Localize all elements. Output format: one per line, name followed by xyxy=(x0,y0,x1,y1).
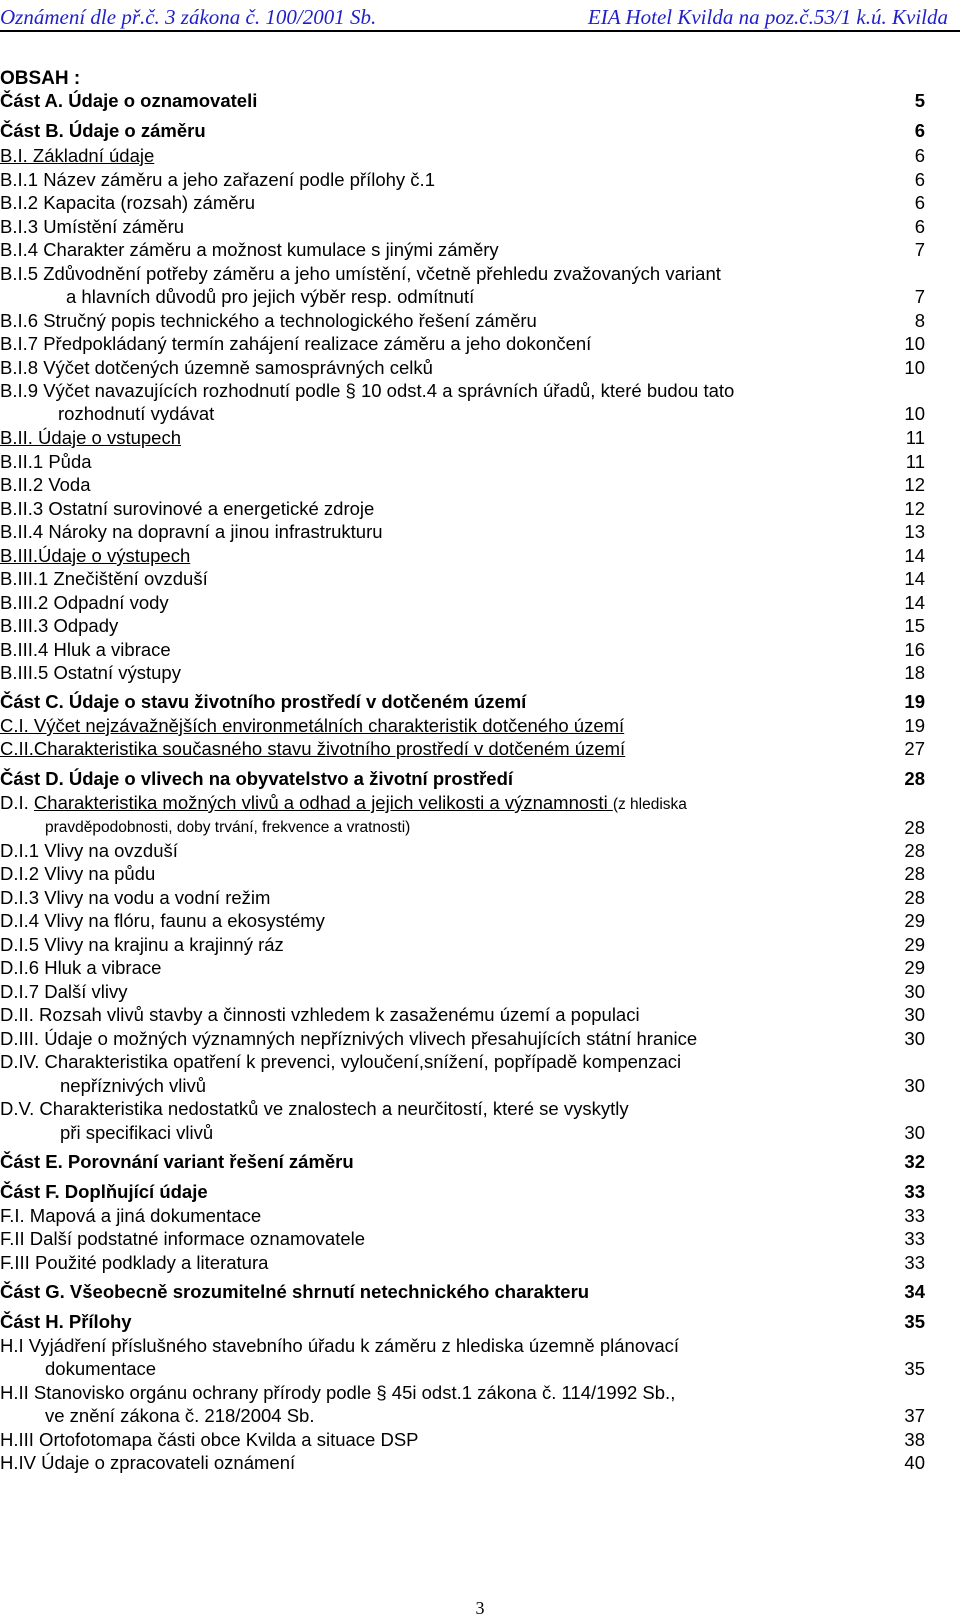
toc-item-title: B.I.1 Název záměru a jeho zařazení podle přílohy č.1 xyxy=(0,169,435,190)
toc-item-page: 28 xyxy=(904,840,925,861)
toc-item-title: D.IV. Charakteristika opatření k prevenci, vyloučení,snížení, popřípadě kompenzaci xyxy=(0,1051,682,1072)
toc-item-title: B.I. Základní údaje xyxy=(0,145,155,166)
toc-item-page: 14 xyxy=(904,568,925,589)
toc-item-page: 27 xyxy=(904,738,925,759)
toc-item-page: 33 xyxy=(904,1181,925,1202)
toc-item-title: F.III Použité podklady a literatura xyxy=(0,1252,269,1273)
toc-item-page: 33 xyxy=(904,1205,925,1226)
toc-item-page: 6 xyxy=(914,216,925,237)
toc-item-page: 19 xyxy=(904,715,925,736)
toc-item-title: D.I.5 Vlivy na krajinu a krajinný ráz xyxy=(0,934,284,955)
toc-item-page: 34 xyxy=(904,1281,925,1302)
toc-item-title: ve znění zákona č. 218/2004 Sb. xyxy=(45,1405,315,1426)
toc-item-page: 12 xyxy=(904,498,925,519)
toc-item-title: B.II.1 Půda xyxy=(0,451,92,472)
page-number: 3 xyxy=(475,1598,485,1618)
toc-item-page: 14 xyxy=(904,592,925,613)
toc-item-title: B.I.4 Charakter záměru a možnost kumulace s jinými záměry xyxy=(0,239,499,260)
toc-item-page: 33 xyxy=(904,1228,925,1249)
toc-item-title: D.I.6 Hluk a vibrace xyxy=(0,957,162,978)
toc-item-title: Část B. Údaje o záměru xyxy=(0,120,206,141)
toc-item-title: B.II.4 Nároky na dopravní a jinou infrastrukturu xyxy=(0,521,383,542)
header-rule xyxy=(0,30,960,32)
toc-item-page: 13 xyxy=(904,521,925,542)
toc-item-title: C.II.Charakteristika současného stavu životního prostředí v dotčeném území xyxy=(0,738,626,759)
toc-item-title: Část D. Údaje o vlivech na obyvatelstvo a životní prostředí xyxy=(0,768,514,789)
toc-title: OBSAH : xyxy=(0,68,81,89)
toc-item-title: D.II. Rozsah vlivů stavby a činnosti vzhledem k zasaženému území a populaci xyxy=(0,1004,640,1025)
toc-item-title: H.I Vyjádření příslušného stavebního úřadu k záměru z hlediska územně plánovací xyxy=(0,1335,680,1356)
toc-item-page: 30 xyxy=(904,1075,925,1096)
toc-item-page: 29 xyxy=(904,910,925,931)
toc-item-page: 6 xyxy=(914,120,925,141)
toc-item-title: Část C. Údaje o stavu životního prostředí v dotčeném území xyxy=(0,691,527,712)
toc-item-page: 6 xyxy=(914,169,925,190)
toc-item-page: 35 xyxy=(904,1311,925,1332)
toc-item-title: D.I.3 Vlivy na vodu a vodní režim xyxy=(0,887,271,908)
toc-item-page: 7 xyxy=(914,286,925,307)
toc-item-title: B.I.6 Stručný popis technického a technologického řešení záměru xyxy=(0,310,537,331)
toc-item-title: D.I.2 Vlivy na půdu xyxy=(0,863,156,884)
toc-item-page: 8 xyxy=(914,310,925,331)
toc-item-page: 35 xyxy=(904,1358,925,1379)
toc-item-page: 10 xyxy=(904,333,925,354)
toc-item-title: D.III. Údaje o možných významných nepříznivých vlivech přesahujících státní hranice xyxy=(0,1028,698,1049)
toc-item-page: 30 xyxy=(904,1122,925,1143)
toc-item-title: H.III Ortofotomapa části obce Kvilda a situace DSP xyxy=(0,1429,419,1450)
toc-item-page: 11 xyxy=(905,427,925,448)
toc-item-page: 10 xyxy=(904,403,925,424)
toc-item-title: C.I. Výčet nejzávažnějších environmetálních charakteristik dotčeného území xyxy=(0,715,625,736)
toc-item-title: D.V. Charakteristika nedostatků ve znalostech a neurčitostí, které se vyskytly xyxy=(0,1098,629,1119)
toc-item-title: Část G. Všeobecně srozumitelné shrnutí netechnického charakteru xyxy=(0,1281,590,1302)
toc-item-title: pravděpodobnosti, doby trvání, frekvence a vratnosti) xyxy=(45,819,411,836)
toc-item-page: 30 xyxy=(904,1004,925,1025)
toc-item-title: Část A. Údaje o oznamovateli xyxy=(0,90,258,111)
toc-item-page: 37 xyxy=(904,1405,925,1426)
toc-item-page: 28 xyxy=(904,887,925,908)
toc-item-page: 15 xyxy=(904,615,925,636)
toc-item-title: Část H. Přílohy xyxy=(0,1311,132,1332)
toc-item-title: D.I.7 Další vlivy xyxy=(0,981,128,1002)
toc-item-title: při specifikaci vlivů xyxy=(60,1122,214,1143)
toc-item-title: B.II. Údaje o vstupech xyxy=(0,427,181,448)
toc-item-title: B.II.2 Voda xyxy=(0,474,91,495)
toc-item-title: B.I.7 Předpokládaný termín zahájení realizace záměru a jeho dokončení xyxy=(0,333,592,354)
toc-item-page: 38 xyxy=(904,1429,925,1450)
toc-item-title: F.I. Mapová a jiná dokumentace xyxy=(0,1205,262,1226)
toc-item-page: 11 xyxy=(905,451,925,472)
toc-item-title: D.I.1 Vlivy na ovzduší xyxy=(0,840,178,861)
toc-item-title: B.III.3 Odpady xyxy=(0,615,119,636)
toc-item-page: 10 xyxy=(904,357,925,378)
toc-item-page: 40 xyxy=(904,1452,925,1473)
toc-item-note: (z hlediska xyxy=(612,796,687,813)
toc-item-page: 14 xyxy=(904,545,925,566)
toc-item-page: 29 xyxy=(904,957,925,978)
toc-item-page: 16 xyxy=(904,639,925,660)
toc-item-title: B.III.4 Hluk a vibrace xyxy=(0,639,171,660)
toc-item-page: 30 xyxy=(904,981,925,1002)
toc-item-page: 28 xyxy=(904,817,925,838)
toc-item-title: H.II Stanovisko orgánu ochrany přírody podle § 45i odst.1 zákona č. 114/1992 Sb., xyxy=(0,1382,676,1403)
toc-item-title: B.I.9 Výčet navazujících rozhodnutí podle § 10 odst.4 a správních úřadů, které budou tato xyxy=(0,380,735,401)
toc-item-title: B.III.Údaje o výstupech xyxy=(0,545,191,566)
toc-item-page: 19 xyxy=(904,691,925,712)
toc-item-title: Část F. Doplňující údaje xyxy=(0,1181,208,1202)
toc-item-page: 30 xyxy=(904,1028,925,1049)
toc-item-title: dokumentace xyxy=(45,1358,157,1379)
toc-item-title: B.III.1 Znečištění ovzduší xyxy=(0,568,208,589)
toc-item-title: Část E. Porovnání variant řešení záměru xyxy=(0,1151,354,1172)
toc-item-title: rozhodnutí vydávat xyxy=(58,403,215,424)
toc-item-title: F.II Další podstatné informace oznamovatele xyxy=(0,1228,366,1249)
toc-item-page: 6 xyxy=(914,192,925,213)
toc-item-page: 32 xyxy=(904,1151,925,1172)
toc-item-title: B.II.3 Ostatní surovinové a energetické zdroje xyxy=(0,498,375,519)
toc-item-title: D.I.4 Vlivy na flóru, faunu a ekosystémy xyxy=(0,910,325,931)
header-right: EIA Hotel Kvilda na poz.č.53/1 k.ú. Kvilda xyxy=(587,5,948,29)
toc-item-title: H.IV Údaje o zpracovateli oznámení xyxy=(0,1452,296,1473)
toc-item-page: 18 xyxy=(904,662,925,683)
toc-item-title: B.I.3 Umístění záměru xyxy=(0,216,185,237)
toc-item-title: B.I.5 Zdůvodnění potřeby záměru a jeho umístění, včetně přehledu zvažovaných variant xyxy=(0,263,721,284)
toc-item-title: a hlavních důvodů pro jejich výběr resp. odmítnutí xyxy=(66,286,475,307)
toc-item-title: D.I. Charakteristika možných vlivů a odhad a jejich velikosti a významnosti (z hlediska xyxy=(0,792,687,813)
toc-item-title: B.III.2 Odpadní vody xyxy=(0,592,169,613)
toc-item-page: 33 xyxy=(904,1252,925,1273)
toc-item-page: 28 xyxy=(904,768,925,789)
toc-item-title: B.III.5 Ostatní výstupy xyxy=(0,662,181,683)
toc-item-title: B.I.2 Kapacita (rozsah) záměru xyxy=(0,192,255,213)
toc-item-page: 6 xyxy=(914,145,925,166)
toc-item-page: 7 xyxy=(914,239,925,260)
toc-item-page: 28 xyxy=(904,863,925,884)
toc-item-title: B.I.8 Výčet dotčených územně samosprávných celků xyxy=(0,357,433,378)
header-left: Oznámení dle př.č. 3 zákona č. 100/2001 Sb. xyxy=(0,5,377,29)
toc-item-page: 12 xyxy=(904,474,925,495)
toc-item-page: 5 xyxy=(914,90,925,111)
toc-item-page: 29 xyxy=(904,934,925,955)
toc-item-title: nepříznivých vlivů xyxy=(60,1075,207,1096)
